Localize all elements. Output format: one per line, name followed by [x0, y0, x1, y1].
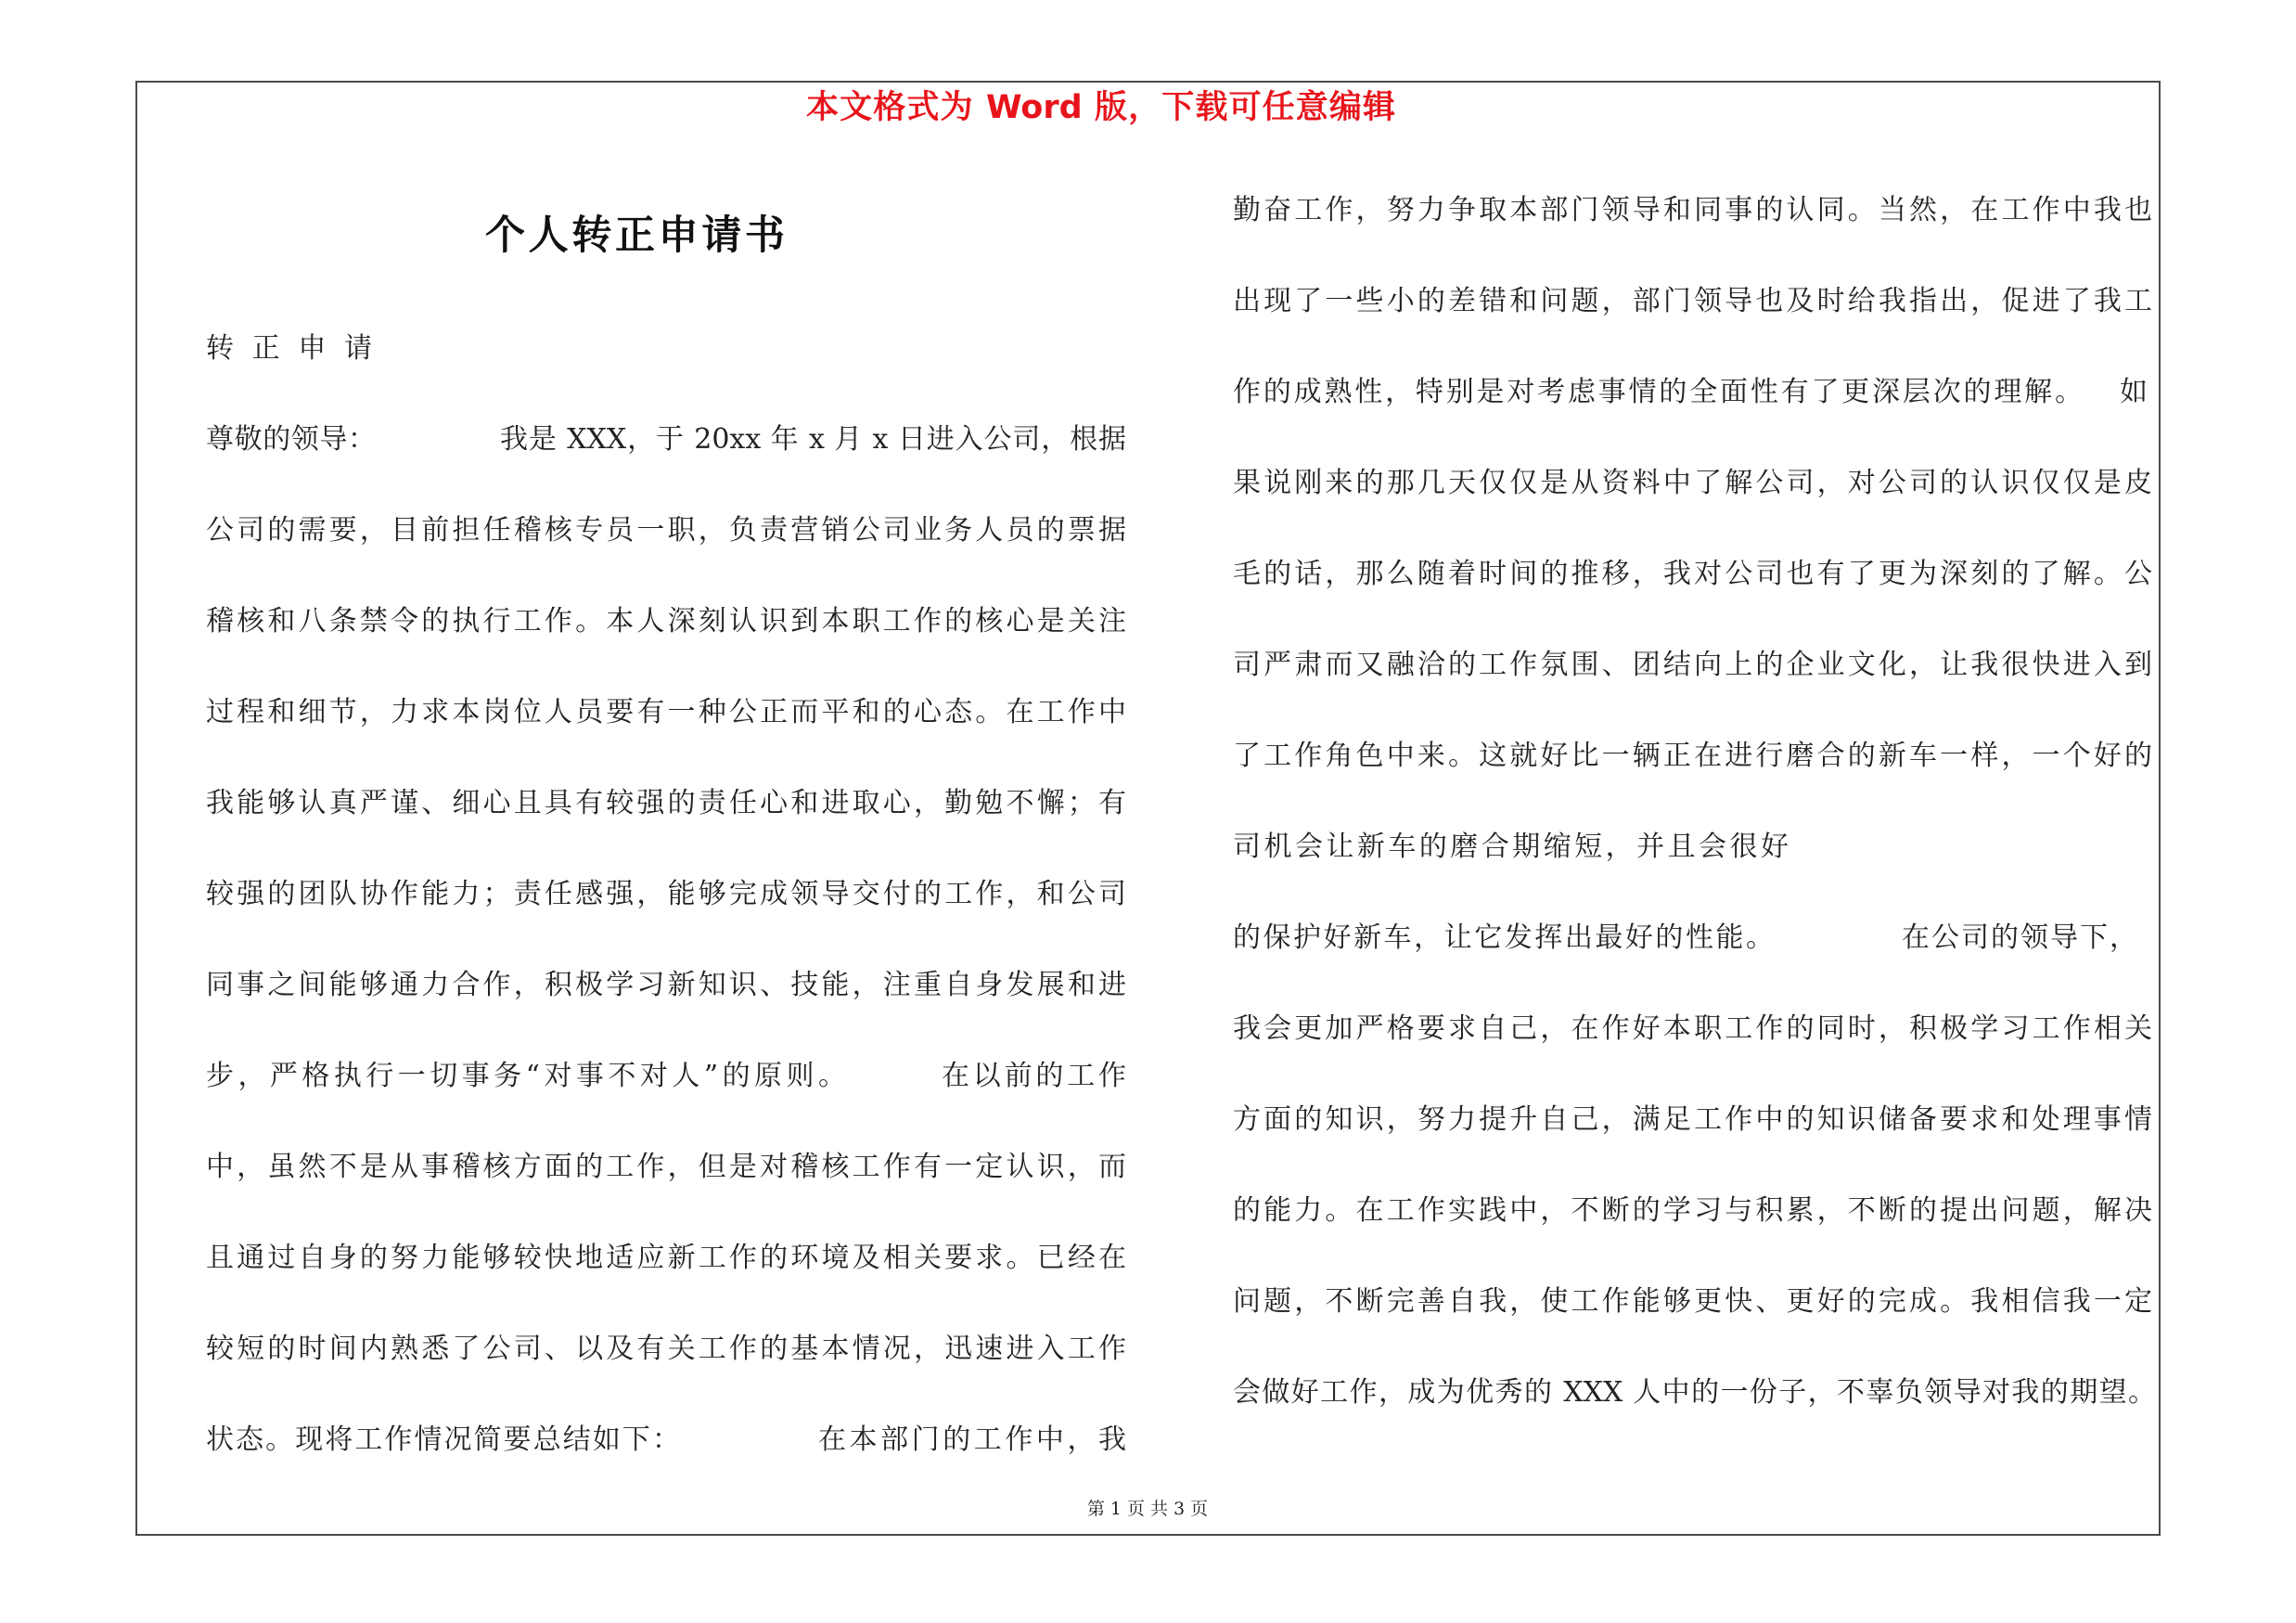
text-segment: 同事之间能够通力合作，积极学习新知识、技能，注重自身发展和进 [206, 969, 1126, 1001]
text-line [206, 1058, 1126, 1095]
text-line [1233, 1283, 2156, 1320]
text-line [206, 512, 1126, 549]
text-segment: 在本部门的工作中，我 [818, 1423, 1126, 1456]
text-line [206, 967, 1126, 1004]
text-segment: 出现了一些小的差错和问题，部门领导也及时给我指出，促进了我工 [1233, 285, 2152, 317]
text-line [1233, 374, 2156, 411]
text-segment: 的保护好新车，让它发挥出最好的性能。 [1233, 921, 1774, 954]
text-segment: 较短的时间内熟悉了公司、以及有关工作的基本情况，迅速进入工作 [206, 1333, 1126, 1365]
text-line [1233, 192, 2156, 229]
text-line [1233, 829, 2156, 866]
text-line [206, 876, 1126, 913]
text-line [1233, 738, 2156, 775]
right-column [1233, 0, 2156, 1623]
text-line [1233, 283, 2156, 320]
text-line [1233, 556, 2156, 593]
document-title: 个人转正申请书 [485, 213, 785, 259]
text-segment: 司严肃而又融洽的工作氛围、团结向上的企业文化，让我很快进入到 [1233, 649, 2152, 681]
text-line [1233, 1101, 2156, 1139]
text-segment: 较强的团队协作能力；责任感强，能够完成领导交付的工作，和公司 [206, 878, 1126, 910]
text-segment: 在以前的工作 [942, 1060, 1126, 1092]
text-line [206, 330, 1126, 367]
text-segment: 了工作角色中来。这就好比一辆正在进行磨合的新车一样，一个好的 [1233, 740, 2152, 772]
text-line [206, 603, 1126, 640]
text-segment: 步，严格执行一切事务“对事不对人”的原则。 [206, 1060, 846, 1092]
text-segment: 中，虽然不是从事稽核方面的工作，但是对稽核工作有一定认识，而 [206, 1151, 1126, 1183]
left-column [206, 0, 1126, 1623]
text-line [206, 421, 1126, 458]
salutation: 尊敬的领导： [206, 423, 376, 456]
text-segment: 勤奋工作，努力争取本部门领导和同事的认同。当然，在工作中我也 [1233, 194, 2152, 226]
text-line [1233, 920, 2156, 957]
text-segment: 我会更加严格要求自己，在作好本职工作的同时，积极学习工作相关 [1233, 1012, 2152, 1045]
text-line [1233, 1374, 2156, 1411]
text-line [206, 1331, 1126, 1368]
text-line [206, 785, 1126, 822]
text-line [206, 1422, 1126, 1459]
text-segment: 会做好工作，成为优秀的 XXX 人中的一份子，不辜负领导对我的期望。 [1233, 1376, 2156, 1409]
text-line [1233, 1192, 2156, 1230]
text-segment: 我能够认真严谨、细心且具有较强的责任心和进取心，勤勉不懈；有 [206, 787, 1126, 819]
format-notice: 本文格式为 Word 版，下载可任意编辑 [806, 89, 1395, 126]
text-line [206, 694, 1126, 731]
text-segment: 在公司的领导下， [1902, 921, 2137, 954]
text-segment: 问题，不断完善自我，使工作能够更快、更好的完成。我相信我一定 [1233, 1285, 2152, 1318]
text-segment: 方面的知识，努力提升自己，满足工作中的知识储备要求和处理事情 [1233, 1103, 2152, 1136]
text-line [206, 1240, 1126, 1277]
text-line [206, 1149, 1126, 1186]
text-segment: 如 [2120, 376, 2148, 408]
text-segment: 毛的话，那么随着时间的推移，我对公司也有了更为深刻的了解。公 [1233, 558, 2152, 590]
text-segment: 的能力。在工作实践中，不断的学习与积累，不断的提出问题，解决 [1233, 1194, 2152, 1227]
text-segment: 过程和细节，力求本岗位人员要有一种公正而平和的心态。在工作中 [206, 696, 1126, 728]
text-line [1233, 465, 2156, 502]
section-heading: 转 正 申 请 [206, 332, 372, 365]
text-segment: 稽核和八条禁令的执行工作。本人深刻认识到本职工作的核心是关注 [206, 605, 1126, 638]
text-segment: 果说刚来的那几天仅仅是从资料中了解公司，对公司的认识仅仅是皮 [1233, 467, 2152, 499]
text-segment: 公司的需要，目前担任稽核专员一职，负责营销公司业务人员的票据 [206, 514, 1126, 547]
text-segment: 作的成熟性，特别是对考虑事情的全面性有了更深层次的理解。 [1233, 376, 2083, 408]
text-segment: 且通过自身的努力能够较快地适应新工作的环境及相关要求。已经在 [206, 1242, 1126, 1274]
text-line [1233, 647, 2156, 684]
text-line [1233, 1011, 2156, 1048]
text-segment: 司机会让新车的磨合期缩短，并且会很好 [1233, 831, 1789, 863]
text-segment: 状态。现将工作情况简要总结如下： [206, 1423, 680, 1456]
page-number: 第 1 页 共 3 页 [1086, 1499, 1209, 1519]
text-segment: 我是 XXX，于 20xx 年 x 月 x 日进入公司，根据 [500, 423, 1126, 456]
